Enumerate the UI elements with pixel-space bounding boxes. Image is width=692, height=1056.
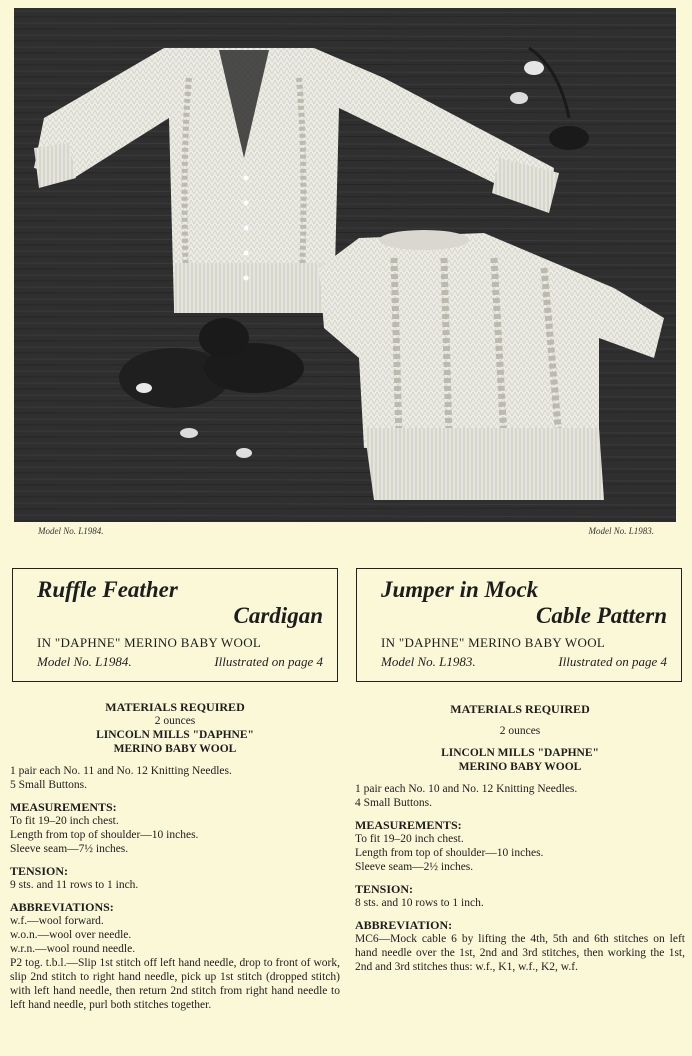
measurements-heading: MEASUREMENTS: [355,818,462,832]
abbr-won: w.o.n.—wool over needle. [10,929,132,941]
needles: 1 pair each No. 10 and No. 12 Knitting Needles. [355,783,578,795]
yarn-line2: MERINO BABY WOOL [113,743,237,755]
measurement-length: Length from top of shoulder—10 inches. [355,847,544,859]
ounces: 2 ounces [499,725,541,737]
cardigan-title-line1: Ruffle Feather [37,577,178,602]
abbreviation-heading: ABBREVIATION: [355,918,453,932]
abbr-mc6: MC6—Mock cable 6 by lifting the 4th, 5th and 6th stitches on left hand needle over the 1st, 2nd and 3rd stitches, then working the 1st, 2nd and 3rd stitches thus: w.f., K1, w.f., K2, w.f. [355,933,685,973]
measurement-length: Length from top of shoulder—10 inches. [10,829,199,841]
cardigan-illustrated: Illustrated on page 4 [214,654,323,669]
abbr-wrn: w.r.n.—wool round needle. [10,943,136,955]
measurement-chest: To fit 19–20 inch chest. [355,833,464,845]
materials-heading: MATERIALS REQUIRED [105,700,245,714]
measurement-sleeve: Sleeve seam—7½ inches. [10,843,129,855]
jumper-model: Model No. L1983. [381,654,476,669]
yarn-line2: MERINO BABY WOOL [458,761,582,773]
buttons: 4 Small Buttons. [355,797,432,809]
abbr-wf: w.f.—wool forward. [10,915,104,927]
jumper-title-line1: Jumper in Mock [381,577,539,602]
cardigan-wool: IN "DAPHNE" MERINO BABY WOOL [37,635,262,650]
cardigan-instructions [10,700,340,1012]
cardigan-title-line2: Cardigan [233,603,323,628]
buttons: 5 Small Buttons. [10,779,87,791]
yarn-line1: LINCOLN MILLS "DAPHNE" [96,729,254,741]
abbr-p2tog: P2 tog. t.b.l.—Slip 1st stitch off left hand needle, drop to front of work, slip 2nd stitch to right hand needle, pick up 1st stitch (dropped stitch) with left hand needle, then return 2nd stitch from right hand needle to left hand needle, purl both stitches together. [10,957,340,1011]
yarn-line1: LINCOLN MILLS "DAPHNE" [441,747,599,759]
caption-left: Model No. L1984. [38,526,104,536]
jumper-instructions [355,702,685,974]
measurement-chest: To fit 19–20 inch chest. [10,815,119,827]
knitwear-photo [14,8,676,522]
jumper-illustrated: Illustrated on page 4 [558,654,667,669]
caption-right: Model No. L1983. [588,526,654,536]
needles: 1 pair each No. 11 and No. 12 Knitting Needles. [10,765,232,777]
cardigan-model: Model No. L1984. [37,654,132,669]
cardigan-title-box [12,568,338,682]
jumper-title-line2: Cable Pattern [536,603,667,628]
tension-heading: TENSION: [10,864,69,878]
tension: 8 sts. and 10 rows to 1 inch. [355,897,484,909]
tension-heading: TENSION: [355,882,414,896]
materials-heading: MATERIALS REQUIRED [450,702,590,716]
measurement-sleeve: Sleeve seam—2½ inches. [355,861,474,873]
ounces: 2 ounces [154,715,196,727]
jumper-title-box [356,568,682,682]
tension: 9 sts. and 11 rows to 1 inch. [10,879,139,891]
jumper-wool: IN "DAPHNE" MERINO BABY WOOL [381,635,606,650]
abbreviations-heading: ABBREVIATIONS: [10,900,114,914]
measurements-heading: MEASUREMENTS: [10,800,117,814]
